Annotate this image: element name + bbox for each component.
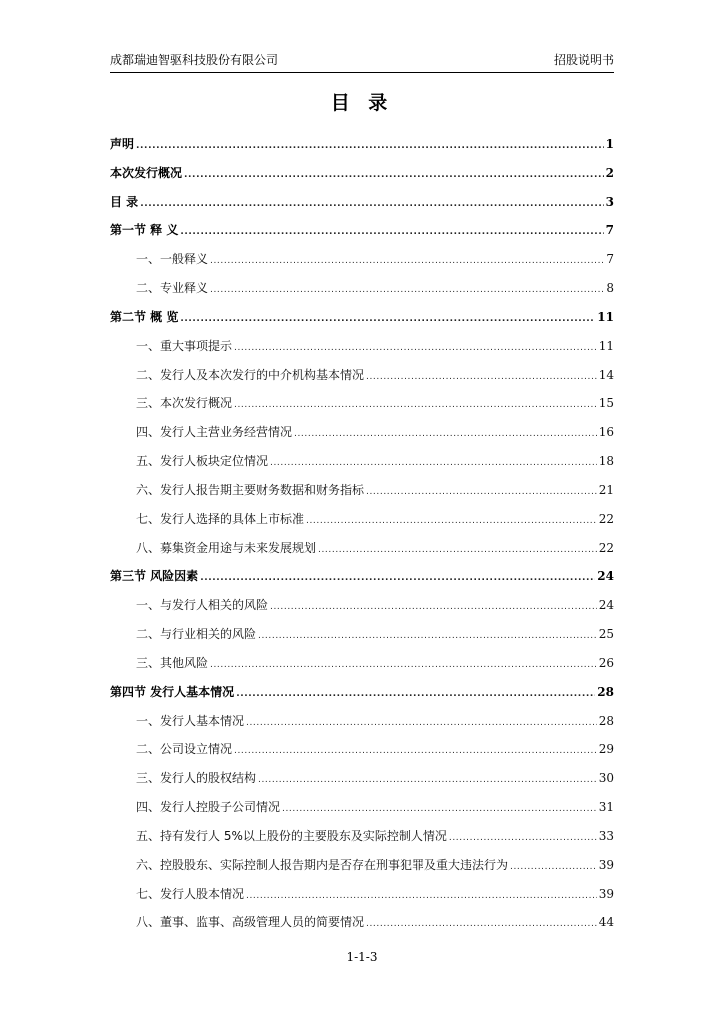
- dot-leader: [184, 161, 604, 190]
- toc-entry-subsection[interactable]: [110, 735, 614, 764]
- toc-entry-subsection[interactable]: [110, 764, 614, 793]
- toc-entry-page: 24: [597, 569, 614, 584]
- toc-entry-label: 六、控股股东、实际控制人报告期内是否存在刑事犯罪及重大违法行为: [136, 857, 509, 872]
- toc-entry-section[interactable]: [110, 188, 614, 217]
- toc-entry-subsection[interactable]: [110, 880, 614, 909]
- dot-leader: [234, 737, 597, 766]
- dot-leader: [258, 622, 597, 651]
- toc-entry-subsection[interactable]: [110, 418, 614, 447]
- toc-entry-label: 一、发行人基本情况: [136, 713, 245, 728]
- dot-leader: [180, 218, 603, 247]
- dot-leader: [510, 853, 597, 882]
- toc-entry-page: 25: [598, 627, 614, 642]
- toc-entry-label: 五、持有发行人 5%以上股份的主要股东及实际控制人情况: [136, 828, 447, 843]
- toc-entry-page: 1: [605, 137, 614, 151]
- toc-entry-subsection[interactable]: [110, 534, 614, 563]
- dot-leader: [210, 651, 597, 680]
- dot-leader: [282, 795, 597, 824]
- toc-entry-label: 声明: [110, 137, 135, 151]
- toc-entry-label: 二、专业释义: [136, 281, 209, 296]
- toc-entry-subsection[interactable]: [110, 793, 614, 822]
- toc-entry-page: 24: [598, 598, 614, 613]
- toc-entry-subsection[interactable]: [110, 476, 614, 505]
- toc-entry-label: 二、公司设立情况: [136, 742, 233, 757]
- table-of-contents: [110, 130, 614, 937]
- toc-entry-label: 八、董事、监事、高级管理人员的简要情况: [136, 915, 365, 930]
- toc-entry-section[interactable]: [110, 562, 614, 591]
- toc-entry-subsection[interactable]: [110, 908, 614, 937]
- toc-entry-label: 五、发行人板块定位情况: [136, 454, 269, 469]
- toc-entry-page: 7: [606, 252, 614, 267]
- toc-entry-page: 33: [598, 828, 614, 843]
- toc-entry-subsection[interactable]: [110, 591, 614, 620]
- toc-entry-page: 39: [598, 886, 614, 901]
- document-type: 招股说明书: [553, 53, 614, 67]
- toc-entry-label: 一、与发行人相关的风险: [136, 598, 269, 613]
- toc-entry-label: 六、发行人报告期主要财务数据和财务指标: [136, 482, 365, 497]
- toc-entry-section[interactable]: [110, 159, 614, 188]
- toc-entry-section[interactable]: [110, 303, 614, 332]
- toc-entry-page: 22: [598, 511, 614, 526]
- toc-entry-page: 28: [598, 713, 614, 728]
- dot-leader: [236, 680, 595, 709]
- toc-entry-subsection[interactable]: [110, 274, 614, 303]
- dot-leader: [318, 536, 597, 565]
- toc-entry-page: 22: [598, 540, 614, 555]
- toc-entry-label: 目 录: [110, 194, 139, 209]
- dot-leader: [306, 507, 597, 536]
- toc-entry-page: 29: [598, 742, 614, 757]
- toc-entry-subsection[interactable]: [110, 649, 614, 678]
- toc-entry-page: 14: [598, 367, 614, 382]
- toc-entry-page: 21: [598, 482, 614, 497]
- toc-entry-subsection[interactable]: [110, 505, 614, 534]
- toc-entry-label: 一、一般释义: [136, 252, 209, 267]
- toc-entry-subsection[interactable]: [110, 447, 614, 476]
- toc-entry-page: 11: [598, 338, 614, 353]
- dot-leader: [136, 132, 604, 161]
- toc-entry-page: 8: [606, 281, 614, 296]
- toc-entry-label: 第三节 风险因素: [110, 569, 199, 584]
- dot-leader: [246, 709, 597, 738]
- toc-entry-page: 7: [605, 223, 614, 238]
- toc-entry-page: 44: [598, 915, 614, 930]
- toc-title: 目 录: [330, 92, 394, 114]
- dot-leader: [366, 910, 597, 939]
- toc-entry-label: 三、发行人的股权结构: [136, 771, 257, 786]
- toc-entry-page: 15: [598, 396, 614, 411]
- dot-leader: [449, 824, 597, 853]
- toc-entry-label: 一、重大事项提示: [136, 338, 233, 353]
- dot-leader: [200, 564, 595, 593]
- dot-leader: [210, 276, 604, 305]
- dot-leader: [258, 766, 597, 795]
- toc-entry-page: 3: [605, 194, 614, 209]
- dot-leader: [234, 334, 597, 363]
- toc-entry-label: 四、发行人控股子公司情况: [136, 800, 281, 815]
- dot-leader: [210, 247, 604, 276]
- dot-leader: [234, 391, 597, 420]
- dot-leader: [140, 190, 603, 219]
- toc-entry-page: 2: [605, 165, 614, 180]
- toc-entry-label: 七、发行人股本情况: [136, 886, 245, 901]
- toc-entry-subsection[interactable]: [110, 822, 614, 851]
- page-header: [110, 50, 614, 73]
- page-number: 1-1-3: [346, 950, 378, 964]
- toc-entry-label: 八、募集资金用途与未来发展规划: [136, 540, 317, 555]
- dot-leader: [180, 305, 595, 334]
- toc-entry-subsection[interactable]: [110, 851, 614, 880]
- company-name: 成都瑞迪智驱科技股份有限公司: [110, 53, 279, 67]
- toc-entry-label: 第一节 释 义: [110, 223, 179, 238]
- dot-leader: [270, 593, 597, 622]
- toc-entry-subsection[interactable]: [110, 245, 614, 274]
- toc-entry-page: 28: [597, 684, 614, 699]
- toc-entry-page: 30: [598, 771, 614, 786]
- toc-entry-page: 11: [597, 309, 614, 324]
- toc-entry-label: 本次发行概况: [110, 165, 183, 180]
- toc-entry-label: 第四节 发行人基本情况: [110, 684, 235, 699]
- toc-entry-page: 26: [598, 655, 614, 670]
- toc-entry-section[interactable]: [110, 130, 614, 159]
- toc-entry-subsection[interactable]: [110, 707, 614, 736]
- toc-entry-subsection[interactable]: [110, 332, 614, 361]
- toc-entry-label: 七、发行人选择的具体上市标准: [136, 511, 305, 526]
- toc-entry-label: 第二节 概 览: [110, 309, 179, 324]
- toc-entry-subsection[interactable]: [110, 620, 614, 649]
- toc-entry-label: 二、发行人及本次发行的中介机构基本情况: [136, 367, 365, 382]
- toc-entry-section[interactable]: [110, 216, 614, 245]
- toc-entry-label: 四、发行人主营业务经营情况: [136, 425, 293, 440]
- toc-entry-page: 31: [598, 800, 614, 815]
- toc-entry-label: 三、其他风险: [136, 655, 209, 670]
- dot-leader: [366, 363, 597, 392]
- toc-entry-subsection[interactable]: [110, 361, 614, 390]
- toc-entry-page: 16: [598, 425, 614, 440]
- dot-leader: [246, 882, 597, 911]
- toc-entry-section[interactable]: [110, 678, 614, 707]
- toc-entry-page: 39: [598, 857, 614, 872]
- toc-entry-page: 18: [598, 454, 614, 469]
- dot-leader: [294, 420, 597, 449]
- dot-leader: [366, 478, 597, 507]
- dot-leader: [270, 449, 597, 478]
- toc-entry-subsection[interactable]: [110, 389, 614, 418]
- toc-entry-label: 二、与行业相关的风险: [136, 627, 257, 642]
- toc-entry-label: 三、本次发行概况: [136, 396, 233, 411]
